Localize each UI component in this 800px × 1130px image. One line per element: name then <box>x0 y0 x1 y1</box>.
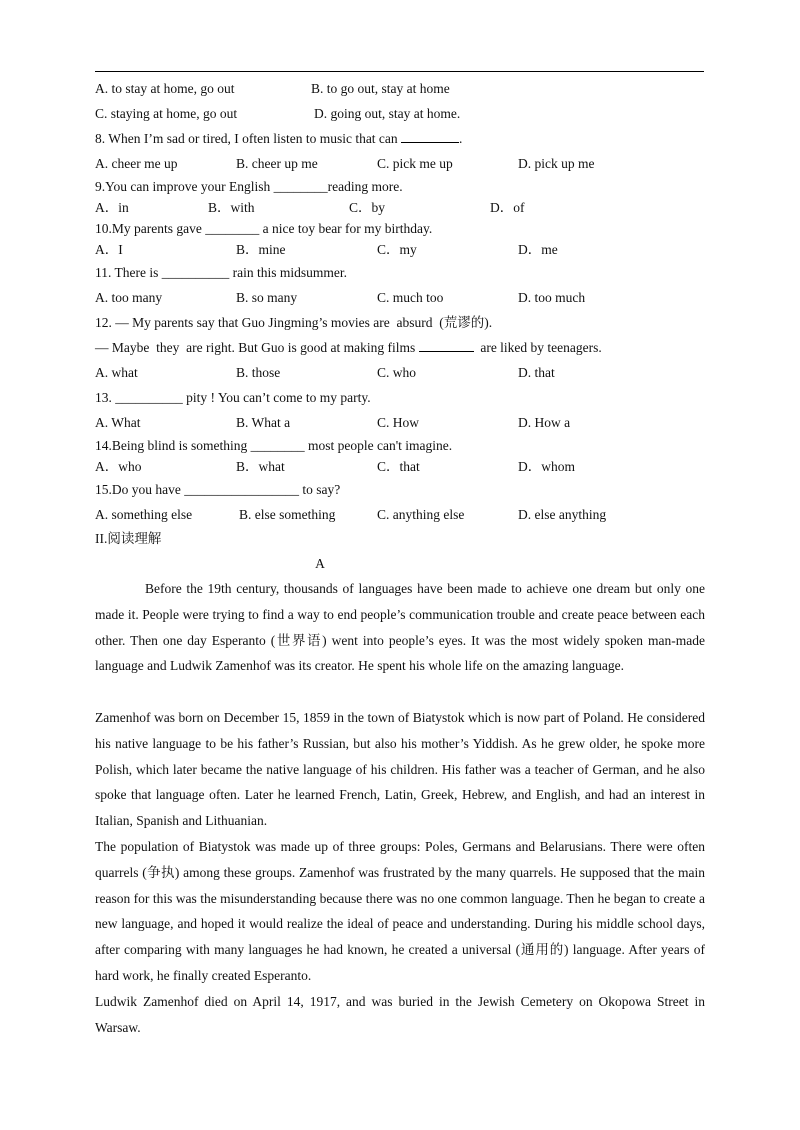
q8-option-c: C. pick me up <box>377 156 453 171</box>
q15-option-c: C. anything else <box>377 507 465 522</box>
q12-option-b: B. those <box>236 365 281 380</box>
q13-option-b: B. What a <box>236 415 291 430</box>
q12-blank <box>419 339 474 352</box>
q7-option-b: B. to go out, stay at home <box>311 81 450 96</box>
q12-option-c: C. who <box>377 365 417 380</box>
q13-stem: 13. __________ pity ! You can’t come to my party. <box>95 390 371 405</box>
q13-option-a: A. What <box>95 415 141 430</box>
q11-option-d: D. too much <box>518 290 586 305</box>
header-rule <box>95 71 704 72</box>
q11-option-c: C. much too <box>377 290 444 305</box>
q10-stem: 10.My parents gave ________ a nice toy bear for my birthday. <box>95 221 433 236</box>
q7-option-d: D. going out, stay at home. <box>314 106 461 121</box>
passage-label: A <box>315 556 325 571</box>
q15-option-a: A. something else <box>95 507 193 522</box>
q12-option-d: D. that <box>518 365 555 380</box>
passage-paragraph-2: Zamenhof was born on December 15, 1859 in the town of Biatystok which is now part of Poland. He considered his native language to be his father’s Russian, but also his mother’s Yiddish. As he grew older, he spoke more Polish, which later became the native language of his children. His father was a teacher of German, and he also spoke that language often. Later he learned French, Latin, Greek, Hebrew, and English, and had an interest in Italian, Spanish and Lithuanian. <box>95 710 705 829</box>
q9-option-d: D．of <box>490 200 525 215</box>
q14-option-b: B．what <box>236 459 285 474</box>
q9-stem: 9.You can improve your English ________reading more. <box>95 179 403 194</box>
q15-option-b: B. else something <box>239 507 336 522</box>
q8-option-b: B. cheer up me <box>236 156 318 171</box>
q10-option-d: D．me <box>518 242 558 257</box>
q14-option-d: D．whom <box>518 459 575 474</box>
section-title: II.阅读理解 <box>95 531 162 546</box>
q11-option-b: B. so many <box>236 290 298 305</box>
q10-option-b: B．mine <box>236 242 286 257</box>
q15-option-d: D. else anything <box>518 507 607 522</box>
passage-paragraph-4: Ludwik Zamenhof died on April 14, 1917, and was buried in the Jewish Cemetery on Okopowa Street in Warsaw. <box>95 994 705 1035</box>
q12-option-a: A. what <box>95 365 138 380</box>
q14-option-a: A．who <box>95 459 142 474</box>
q8-blank <box>401 130 459 143</box>
q14-option-c: C．that <box>377 459 420 474</box>
passage-paragraph-1: Before the 19th century, thousands of languages have been made to achieve one dream but only one made it. People were trying to find a way to end people’s communication trouble and create peace between each other. Then one day Esperanto (世界语) went into people’s eyes. It was the most widely spoken man-made language and Ludwik Zamenhof was its creator. He spent his whole life on the amazing language. <box>95 581 705 674</box>
q11-option-a: A. too many <box>95 290 163 305</box>
q9-option-c: C．by <box>349 200 386 215</box>
q8-option-a: A. cheer me up <box>95 156 178 171</box>
q8-stem: 8. When I’m sad or tired, I often listen to music that can . <box>95 131 463 146</box>
q14-stem: 14.Being blind is something ________ most people can't imagine. <box>95 438 453 453</box>
passage-paragraph-3: The population of Biatystok was made up of three groups: Poles, Germans and Belarusians. There were often quarrels (争执) among these groups. Zamenhof was frustrated by the many quarrels. He supposed that the main reason for this was the misunderstanding because there was no one common language. Then he began to create a new language, and hoped it would realize the ideal of peace and understanding. During his middle school days, after comparing with many languages he had known, he created a universal (通用的) language. After years of hard work, he finally created Esperanto. <box>95 839 705 983</box>
q8-option-d: D. pick up me <box>518 156 595 171</box>
q12-stem-line2: — Maybe they are right. But Guo is good at making films are liked by teenagers. <box>95 340 602 355</box>
q7-option-c: C. staying at home, go out <box>95 106 238 121</box>
q10-option-a: A．I <box>95 242 123 257</box>
q13-option-d: D. How a <box>518 415 571 430</box>
q15-stem: 15.Do you have _________________ to say? <box>95 482 341 497</box>
q12-stem-line1: 12. — My parents say that Guo Jingming’s movies are absurd (荒谬的). <box>95 315 493 330</box>
q9-option-b: B．with <box>208 200 255 215</box>
q10-option-c: C．my <box>377 242 417 257</box>
q13-option-c: C. How <box>377 415 420 430</box>
q7-option-a: A. to stay at home, go out <box>95 81 235 96</box>
q11-stem: 11. There is __________ rain this midsummer. <box>95 265 347 280</box>
q9-option-a: A．in <box>95 200 129 215</box>
